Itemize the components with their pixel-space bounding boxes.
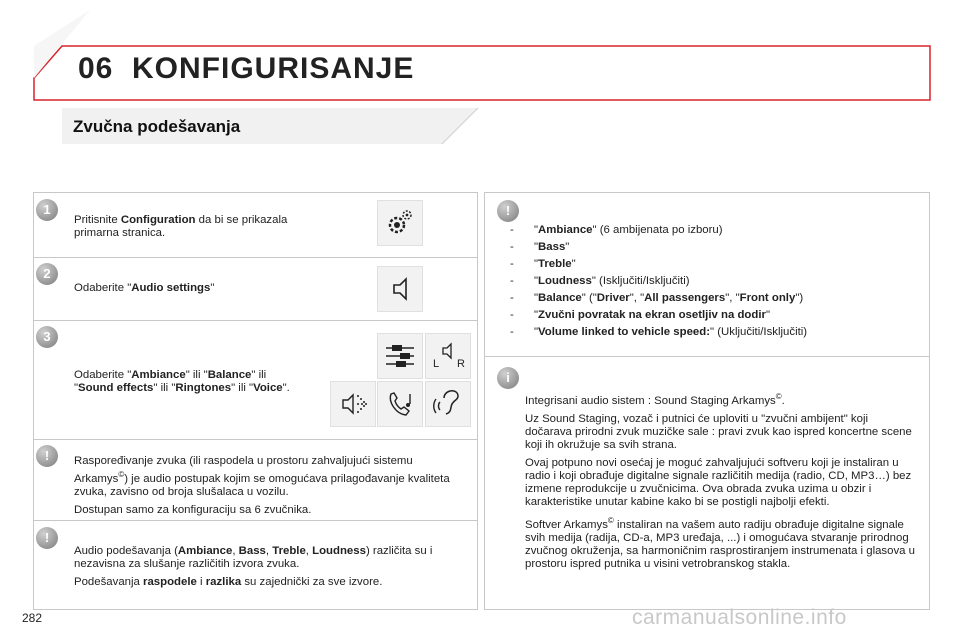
list-item: - "Volume linked to vehicle speed:" (Uključiti/Isključiti): [510, 324, 807, 341]
ambiance-button[interactable]: [377, 333, 423, 379]
list-item: - "Zvučni povratak na ekran osetljiv na dodir": [510, 307, 807, 324]
list-item: - "Loudness" (Isključiti/Isključiti): [510, 273, 807, 290]
note-1-text: Raspoređivanje zvuka (ili raspodela u prostoru zahvaljujući sistemu Arkamys©) je audio postupak kojim se omogućava prilagođavanje kvaliteta zvuka, zavisno od broja slušalaca u vozilu. Dostupan samo za konfiguraciju sa 6 zvučnika.: [74, 455, 450, 516]
step-3-text: Odaberite "Ambiance" ili "Balance" ili "Sound effects" ili "Ringtones" ili "Voice".: [74, 369, 290, 394]
step-2-text: Odaberite "Audio settings": [74, 282, 215, 294]
warning-badge: !: [36, 527, 58, 549]
equalizer-icon: [378, 334, 422, 378]
gear-icon: [378, 201, 422, 245]
section-title: Zvučna podešavanja: [73, 117, 241, 136]
step-badge: 1: [36, 199, 58, 221]
ringtone-icon: [378, 382, 422, 426]
settings-list: [510, 222, 807, 341]
list-item: - "Bass": [510, 239, 807, 256]
chapter-title: KONFIGURISANJE: [132, 52, 415, 85]
warning-badge: !: [36, 445, 58, 467]
list-item: - "Balance" ("Driver", "All passengers", "Front only"): [510, 290, 807, 307]
configuration-button[interactable]: [377, 200, 423, 246]
page-number: 282: [22, 611, 43, 625]
speaker-icon: [378, 267, 422, 311]
step-1-text: Pritisnite Configuration da bi se prikazala primarna stranica.: [74, 214, 288, 239]
ringtones-button[interactable]: [377, 381, 423, 427]
step-badge: 2: [36, 263, 58, 285]
step-badge: 3: [36, 326, 58, 348]
info-badge: i: [497, 367, 519, 389]
voice-icon: [426, 382, 470, 426]
voice-button[interactable]: [425, 381, 471, 427]
balance-right-label: R: [457, 358, 465, 370]
audio-settings-button[interactable]: [377, 266, 423, 312]
sound-effects-button[interactable]: [330, 381, 376, 427]
balance-left-label: L: [433, 358, 440, 370]
watermark: carmanualsonline.info: [632, 606, 847, 629]
info-text: Integrisani audio sistem : Sound Staging Arkamys©. Uz Sound Staging, vozač i putnici će uploviti u "zvučni ambijent" koji dočarava prirodni zvuk muzičke sale : pravi zvuk kao ispred koncertne scene koji ih okružuje sa svih strana. Ovaj potpuno novi osećaj je moguć zahvaljujući softveru koji je instaliran u radio i koji obrađuje digitalne signale različitih medija (radio, CD, MP3…) bez izmene reprodukcije u zvučnicima. Ova obrada zvuka uzima u obzir i karakteristike unutar kabine kako bi se postigli najbolji efekti. Softver Arkamys© instaliran na vašem auto radiju obrađuje digitalne signale svih medija (radija, CD-a, MP3 uređaja, ...) i omogućava stvaranje prirodnog zvučnog okruženja, sa harmoničnim rasprostiranjem instrumenata i glasova u prostoru ispred putnika u visini vetrobranskog stakla.: [525, 392, 915, 570]
list-item: - "Treble": [510, 256, 807, 273]
note-2-text: Audio podešavanja (Ambiance, Bass, Treble, Loudness) različita su i nezavisna za slušanje različitih izvora zvuka. Podešavanja raspodele i razlika su zajednički za sve izvore.: [74, 545, 433, 588]
balance-button[interactable]: [425, 333, 471, 379]
sound-effects-icon: [331, 382, 375, 426]
chapter-number: 06: [78, 52, 114, 85]
list-item: - "Ambiance" (6 ambijenata po izboru): [510, 222, 807, 239]
warning-badge: !: [497, 200, 519, 222]
balance-icon: [426, 334, 470, 378]
